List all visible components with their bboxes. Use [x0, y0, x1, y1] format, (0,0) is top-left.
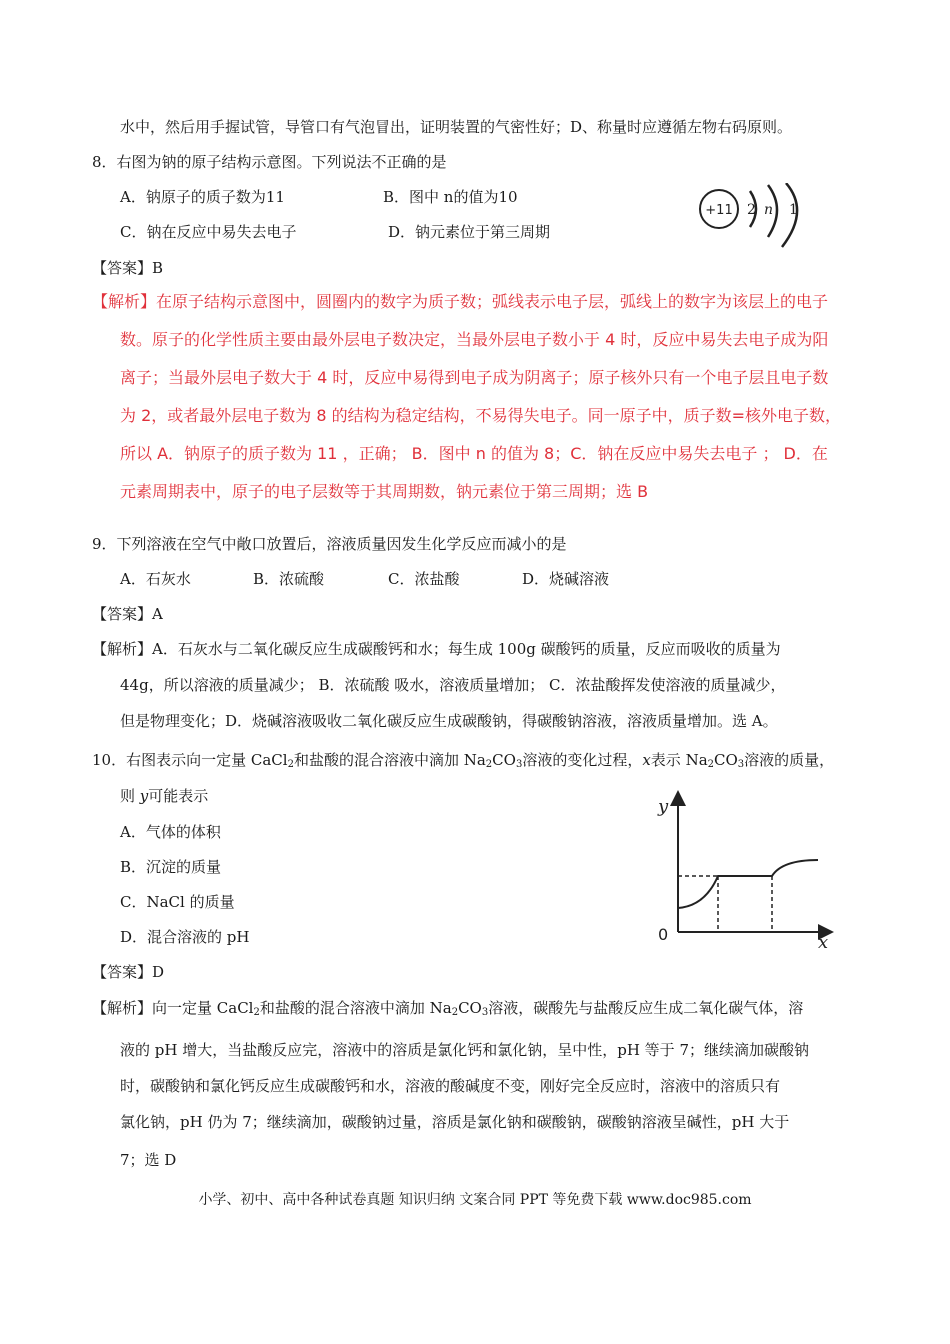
q10-explanation-line-2: 液的 pH 增大，当盐酸反应完，溶液中的溶质是氯化钙和氯化钠，呈中性，pH 等于 7；继续滴加碳酸钠 [120, 1041, 809, 1059]
q8-explanation-line-6: 元素周期表中，原子的电子层数等于其周期数，钠元素位于第三周期；选 B [120, 482, 649, 501]
sodium-atom-diagram [698, 183, 818, 253]
q10-option-c: C．NaCl 的质量 [120, 893, 235, 911]
q9-stem: 9．下列溶液在空气中敞口放置后，溶液质量因发生化学反应而减小的是 [92, 535, 567, 553]
q9-explanation-line-1: 【解析】A．石灰水与二氧化碳反应生成碳酸钙和水；每生成 100g 碳酸钙的质量，反应而吸收的质量为 [92, 640, 781, 658]
shell1-label: 2 [747, 202, 756, 218]
curve-line [678, 860, 818, 908]
q8-explanation-line-3: 离子；当最外层电子数大于 4 时，反应中易得到电子成为阴离子；原子核外只有一个电子层且电子数 [120, 368, 829, 387]
q9-option-c: C．浓盐酸 [388, 570, 460, 588]
page-footer: 小学、初中、高中各种试卷真题 知识归纳 文案合同 PPT 等免费下载 www.doc985.com [198, 1192, 752, 1208]
q8-option-c: C．钠在反应中易失去电子 [120, 223, 297, 241]
x-axis-label: x [818, 932, 829, 953]
q10-explanation-line-5: 7；选 D [120, 1151, 177, 1169]
q10-option-d: D．混合溶液的 pH [120, 928, 250, 946]
q10-stem-line-2: 则 y可能表示 [120, 787, 209, 805]
y-axis-label: y [658, 796, 669, 817]
q9-explanation-line-2: 44g，所以溶液的质量减少； B．浓硫酸 吸水，溶液质量增加； C．浓盐酸挥发使溶液的质量减少， [120, 676, 786, 694]
intro-line: 水中，然后用手握试管，导管口有气泡冒出，证明装置的气密性好；D、称量时应遵循左物右码原则。 [120, 118, 793, 136]
q10-explanation-line-4: 氯化钠，pH 仍为 7；继续滴加，碳酸钠过量，溶质是氯化钠和碳酸钠，碳酸钠溶液呈碱性，pH 大于 [120, 1113, 790, 1131]
q10-option-b: B．沉淀的质量 [120, 858, 222, 876]
q10-explanation-line-1: 【解析】向一定量 CaCl$_2$和盐酸的混合溶液中滴加 $Na_2CO_3$溶液，碳酸先与盐酸反应生成二氧化碳气体，溶 [92, 999, 804, 1018]
origin-label: 0 [658, 925, 669, 944]
ph-graph [650, 788, 850, 953]
q9-explanation-line-3: 但是物理变化；D．烧碱溶液吸收二氧化碳反应生成碳酸钠，得碳酸钠溶液，溶液质量增加。选 A。 [120, 712, 778, 730]
q8-answer: 【答案】B [92, 259, 164, 277]
nucleus-label: +11 [705, 203, 733, 218]
q8-explanation-line-2: 数。原子的化学性质主要由最外层电子数决定，当最外层电子数小于 4 时，反应中易失去电子成为阳 [120, 330, 829, 349]
q8-stem: 8．右图为钠的原子结构示意图。下列说法不正确的是 [92, 153, 447, 171]
shell3-label: 1 [789, 202, 798, 218]
q9-option-a: A．石灰水 [120, 570, 191, 588]
q10-stem: 10．右图表示向一定量 CaCl$_2$和盐酸的混合溶液中滴加 $Na_2CO_3$溶液的变化过程，x表示 $Na_2CO_3$溶液的质量， [92, 751, 835, 770]
q8-option-a: A．钠原子的质子数为11 [120, 188, 285, 206]
q8-explanation-line-5: 所以 A．钠原子的质子数为 11 ，正确； B．图中 n 的值为 8；C．钠在反应中易失去电子 ； D．在 [120, 444, 828, 463]
q8-option-d: D．钠元素位于第三周期 [388, 223, 551, 241]
q10-option-a: A．气体的体积 [120, 823, 221, 841]
shell2-label: n [764, 202, 774, 218]
q8-explanation-line-4: 为 2，或者最外层电子数为 8 的结构为稳定结构，不易得失电子。同一原子中，质子数=核外电子数， [120, 406, 842, 425]
q10-explanation-line-3: 时，碳酸钠和氯化钙反应生成碳酸钙和水，溶液的酸碱度不变，刚好完全反应时，溶液中的溶质只有 [120, 1077, 781, 1095]
q9-option-b: B．浓硫酸 [253, 570, 325, 588]
q10-answer: 【答案】D [92, 963, 165, 981]
q8-explanation-line-1: 【解析】在原子结构示意图中，圆圈内的数字为质子数；弧线表示电子层，弧线上的数字为该层上的电子 [92, 292, 829, 311]
q9-answer: 【答案】A [92, 605, 163, 623]
q8-option-b: B．图中 n的值为10 [383, 188, 518, 206]
q9-option-d: D．烧碱溶液 [522, 570, 610, 588]
